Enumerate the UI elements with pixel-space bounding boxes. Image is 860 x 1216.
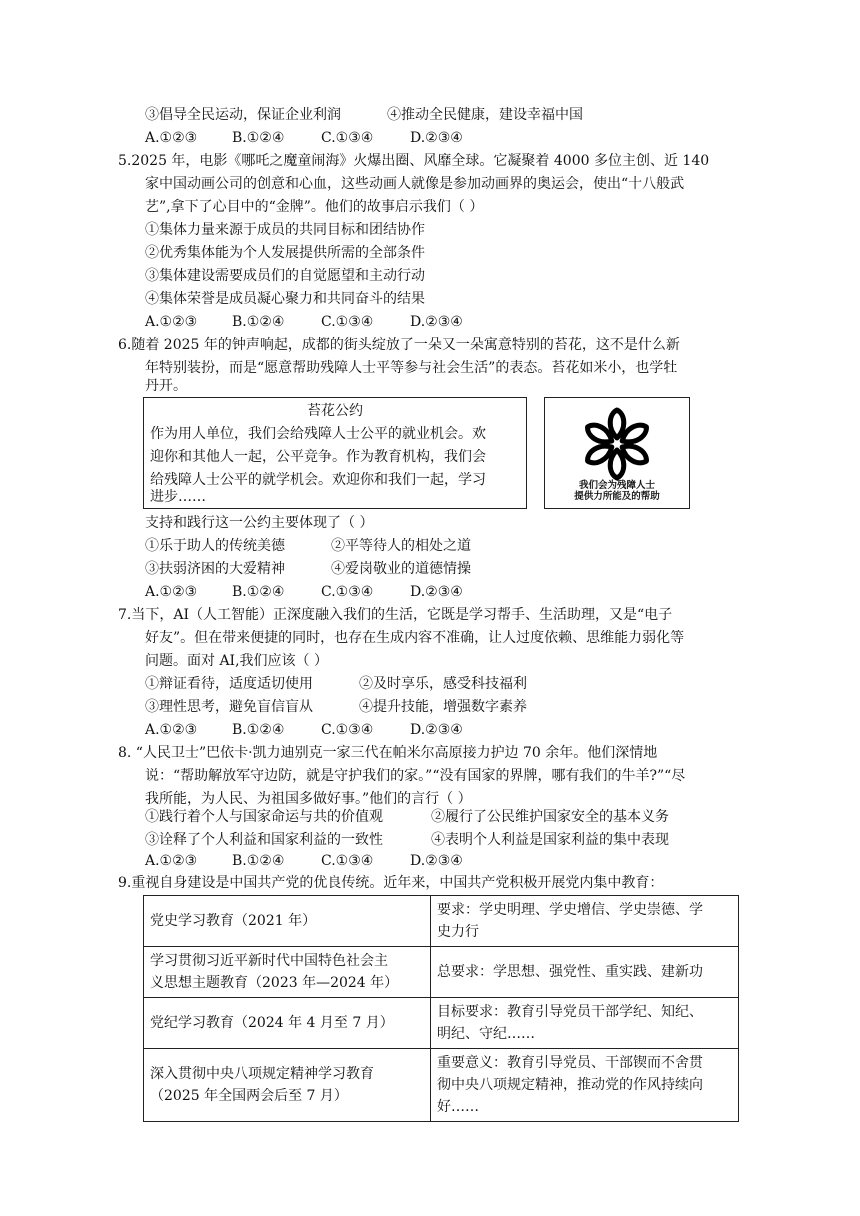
q6-item-1: ①乐于助人的传统美德	[145, 538, 285, 554]
party-education-table	[143, 895, 739, 1122]
q5-stem-line-2: 家中国动画公司的创意和心血，这些动画人就像是参加动画界的奥运会，使出“十八般武	[145, 176, 685, 192]
q5-option-a[interactable]: A.①②③	[145, 314, 198, 330]
q5-item-2: ②优秀集体能为个人发展提供所需的全部条件	[145, 245, 425, 261]
pledge-title: 苔花公约	[307, 403, 363, 419]
q5-stem-line-1: 5.2025 年，电影《哪吒之魔童闹海》火爆出圈、风靡全球。它凝聚着 4000 多位主创、近 140	[118, 153, 710, 169]
table-cell: 要求：学史明理、学史增信、学史崇德、学 史力行	[431, 896, 739, 947]
q5-item-4: ④集体荣誉是成员凝心聚力和共同奋斗的结果	[145, 291, 425, 307]
table-cell: 党纪学习教育（2024 年 4 月至 7 月）	[144, 998, 431, 1049]
table-row	[144, 1049, 739, 1122]
q7-item-3: ③理性思考，避免盲信盲从	[145, 699, 313, 715]
pledge-line-1: 作为用人单位，我们会给残障人士公平的就业机会。欢	[150, 426, 486, 442]
q4-option-d[interactable]: D.②③④	[410, 130, 463, 146]
q6-option-b[interactable]: B.①②④	[232, 584, 285, 600]
table-cell: 目标要求：教育引导党员干部学纪、知纪、 明纪、守纪……	[431, 998, 739, 1049]
q7-item-4: ④提升技能，增强数字素养	[359, 699, 527, 715]
q8-option-d[interactable]: D.②③④	[410, 853, 463, 869]
q6-option-d[interactable]: D.②③④	[410, 584, 463, 600]
q4-option-c[interactable]: C.①③④	[321, 130, 374, 146]
q4-item-3: ③倡导全民运动，保证企业利润	[145, 107, 341, 123]
q5-option-b[interactable]: B.①②④	[232, 314, 285, 330]
q9-stem: 9.重视自身建设是中国共产党的优良传统。近年来，中国共产党积极开展党内集中教育：	[118, 875, 664, 891]
table-row	[144, 896, 739, 947]
q4-item-4: ④推动全民健康，建设幸福中国	[387, 107, 583, 123]
q6-item-4: ④爱岗敬业的道德情操	[331, 561, 471, 577]
q7-stem-line-1: 7.当下，AI（人工智能）正深度融入我们的生活，它既是学习帮手、生活助理，又是“电子	[118, 607, 673, 623]
q6-question: 支持和践行这一公约主要体现了（ ）	[145, 515, 374, 531]
q5-option-c[interactable]: C.①③④	[321, 314, 374, 330]
q4-option-b[interactable]: B.①②④	[232, 130, 285, 146]
q6-item-2: ②平等待人的相处之道	[331, 538, 471, 554]
pledge-line-4: 进步……	[150, 489, 206, 505]
q8-stem-line-1: 8. “人民卫士”巴依卡·凯力迪别克一家三代在帕米尔高原接力护边 70 余年。他们深情地	[118, 745, 658, 761]
q6-stem-line-3: 丹开。	[145, 378, 187, 394]
q7-item-1: ①辩证看待，适度适切使用	[145, 676, 313, 692]
q6-option-c[interactable]: C.①③④	[321, 584, 374, 600]
q7-stem-line-2: 好友”。但在带来便捷的同时，也存在生成内容不准确，让人过度依赖、思维能力弱化等	[145, 630, 685, 646]
q6-stem-line-1: 6.随着 2025 年的钟声响起，成都的街头绽放了一朵又一朵寓意特别的苔花，这不是什么新	[118, 337, 680, 353]
table-row	[144, 998, 739, 1049]
moss-flower-pledge-box	[143, 397, 527, 509]
table-cell: 深入贯彻中央八项规定精神学习教育 （2025 年全国两会后至 7 月）	[144, 1049, 431, 1122]
q5-item-3: ③集体建设需要成员们的自觉愿望和主动行动	[145, 268, 425, 284]
pledge-line-2: 迎你和其他人一起，公平竞争。作为教育机构，我们会	[150, 449, 486, 465]
moss-flower-logo	[544, 397, 690, 509]
q6-option-a[interactable]: A.①②③	[145, 584, 198, 600]
q7-option-d[interactable]: D.②③④	[410, 722, 463, 738]
q7-option-c[interactable]: C.①③④	[321, 722, 374, 738]
q8-option-a[interactable]: A.①②③	[145, 853, 198, 869]
table-cell: 学习贯彻习近平新时代中国特色社会主 义思想主题教育（2023 年—2024 年）	[144, 947, 431, 998]
logo-caption-line-2: 提供力所能及的帮助	[574, 491, 660, 502]
q7-stem-line-3: 问题。面对 AI,我们应该（ ）	[145, 653, 328, 669]
q5-stem-line-3: 艺”,拿下了心目中的“金牌”。他们的故事启示我们（ ）	[145, 199, 484, 215]
q8-option-c[interactable]: C.①③④	[321, 853, 374, 869]
table-cell: 党史学习教育（2021 年）	[144, 896, 431, 947]
pledge-line-3: 给残障人士公平的就学机会。欢迎你和我们一起，学习	[150, 472, 486, 488]
q5-item-1: ①集体力量来源于成员的共同目标和团结协作	[145, 222, 425, 238]
table-row	[144, 947, 739, 998]
q8-option-b[interactable]: B.①②④	[232, 853, 285, 869]
logo-caption-line-1: 我们会为残障人士	[578, 480, 655, 491]
q7-item-2: ②及时享乐，感受科技福利	[359, 676, 527, 692]
q8-stem-line-2: 说：“帮助解放军守边防，就是守护我们的家。”“没有国家的界牌，哪有我们的牛羊?”“尽	[145, 768, 686, 784]
q7-option-b[interactable]: B.①②④	[232, 722, 285, 738]
q5-option-d[interactable]: D.②③④	[410, 314, 463, 330]
table-cell: 重要意义：教育引导党员、干部锲而不舍贯 彻中央八项规定精神，推动党的作风持续向 好……	[431, 1049, 739, 1122]
q8-item-1: ①践行着个人与国家命运与共的价值观	[145, 809, 383, 825]
q7-option-a[interactable]: A.①②③	[145, 722, 198, 738]
q4-option-a[interactable]: A.①②③	[145, 130, 198, 146]
q6-stem-line-2: 年特别装扮，而是“愿意帮助残障人士平等参与社会生活”的表态。苔花如米小，也学牡	[145, 360, 678, 376]
q8-stem-line-3: 我所能，为人民、为祖国多做好事。”他们的言行（ ）	[145, 791, 472, 807]
q8-item-3: ③诠释了个人利益和国家利益的一致性	[145, 832, 383, 848]
table-cell: 总要求：学思想、强党性、重实践、建新功	[431, 947, 739, 998]
q6-item-3: ③扶弱济困的大爱精神	[145, 561, 285, 577]
q8-item-2: ②履行了公民维护国家安全的基本义务	[431, 809, 669, 825]
q8-item-4: ④表明个人利益是国家利益的集中表现	[431, 832, 669, 848]
